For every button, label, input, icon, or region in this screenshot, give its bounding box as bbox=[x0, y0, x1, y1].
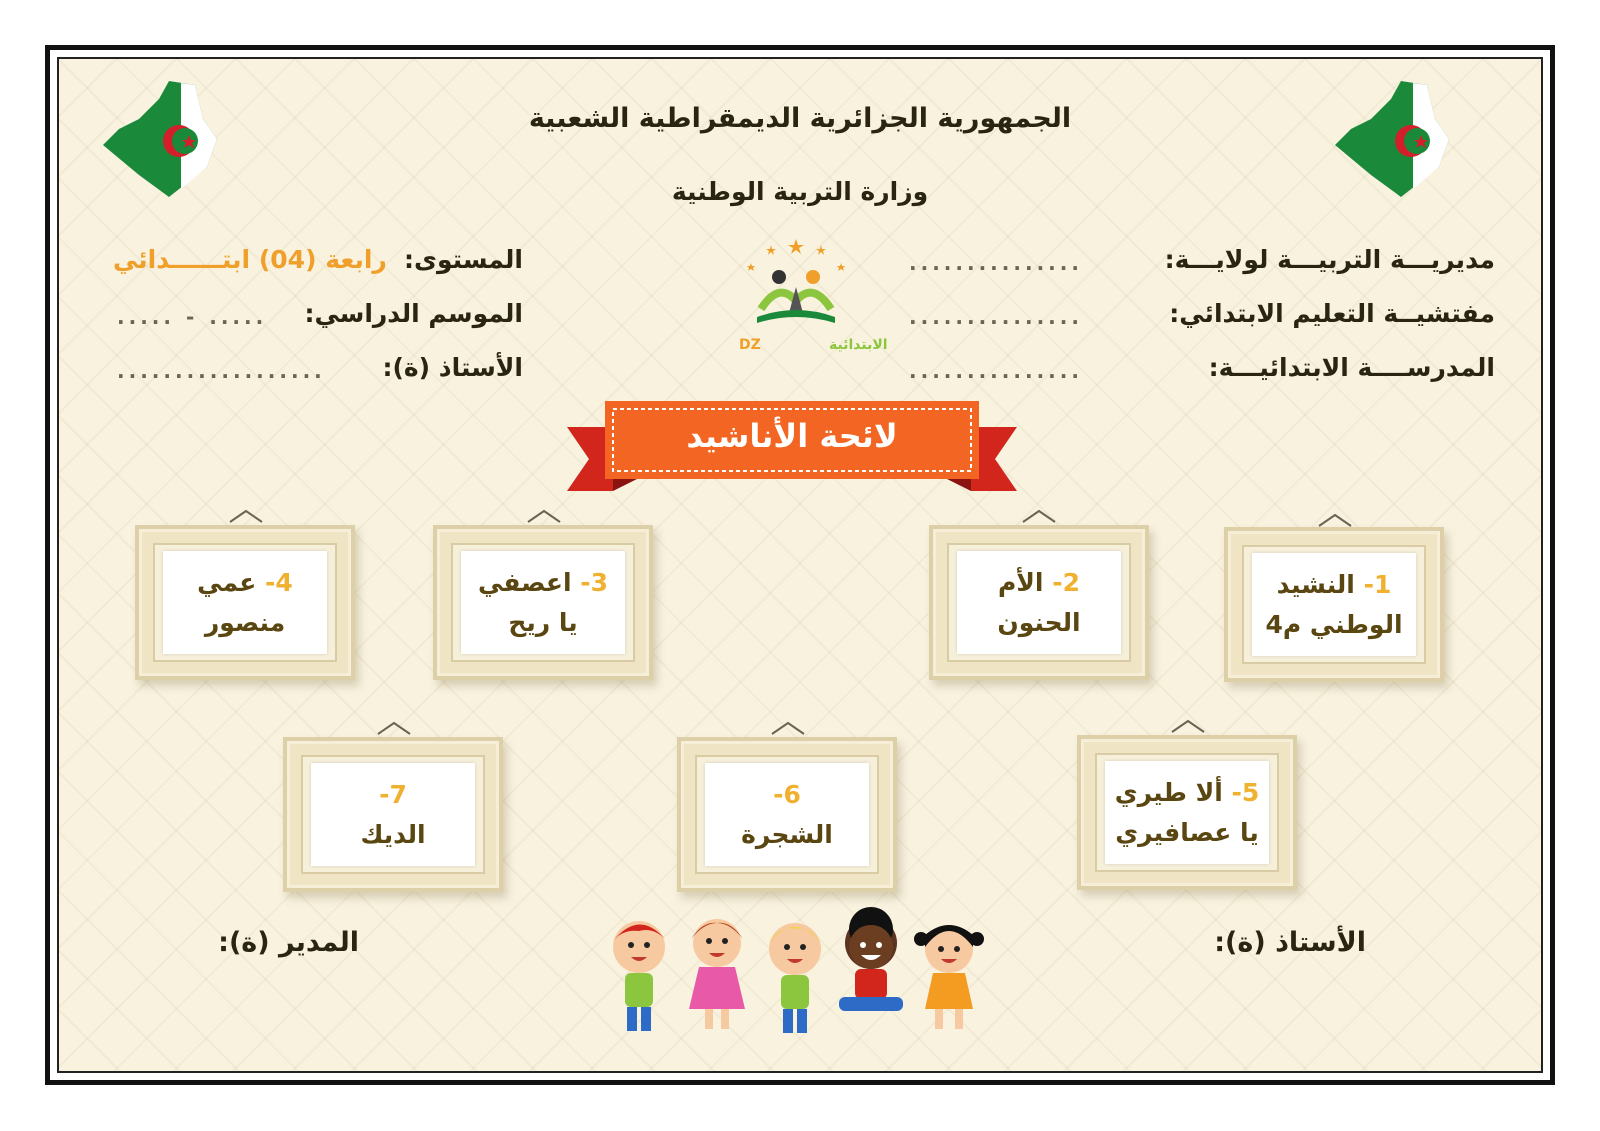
song-title-line2: يا ريح bbox=[508, 607, 578, 637]
teacher-label: الأستاذ (ة): bbox=[382, 353, 523, 382]
song-title-line1: ألا طيري bbox=[1114, 777, 1223, 807]
page-background bbox=[57, 57, 1543, 1073]
children-illustration bbox=[599, 909, 999, 1049]
hanger-icon bbox=[1318, 513, 1352, 527]
hanger-icon bbox=[377, 721, 411, 735]
song-frame-1 bbox=[1224, 527, 1444, 682]
hanger-icon bbox=[771, 721, 805, 735]
song-number: 7- bbox=[379, 779, 407, 809]
song-title-line1: عمي bbox=[197, 567, 257, 597]
song-title-line1: النشيد bbox=[1276, 569, 1355, 599]
teacher-dots: .................. bbox=[117, 359, 326, 383]
inspectorate-dots: ............... bbox=[909, 305, 1083, 329]
republic-title: الجمهورية الجزائرية الديمقراطية الشعبية bbox=[528, 103, 1072, 134]
school-dots: ............... bbox=[909, 359, 1083, 383]
ministry-title: وزارة التربية الوطنية bbox=[671, 177, 929, 206]
child-2 bbox=[689, 919, 745, 1029]
song-frame-3 bbox=[433, 525, 653, 680]
hanger-icon bbox=[1022, 509, 1056, 523]
directorate-label: مديريـــة التربيـــة لولايـــة: bbox=[1164, 245, 1495, 274]
page-title: لائحة الأناشيد bbox=[686, 417, 898, 455]
hanger-icon bbox=[229, 509, 263, 523]
song-frame-6 bbox=[677, 737, 897, 892]
season-value: ..... - ..... bbox=[117, 305, 268, 329]
song-number: 4- bbox=[265, 567, 293, 597]
song-title-line2: الشجرة bbox=[741, 819, 833, 849]
song-number: 2- bbox=[1052, 567, 1081, 597]
song-frame-2 bbox=[929, 525, 1149, 680]
inspectorate-label: مفتشيــة التعليم الابتدائي: bbox=[1169, 299, 1495, 328]
school-label: المدرســــة الابتدائيـــة: bbox=[1208, 353, 1495, 382]
song-number: 3- bbox=[580, 567, 609, 597]
song-number: 6- bbox=[773, 779, 801, 809]
child-1 bbox=[613, 921, 665, 1031]
child-5 bbox=[914, 925, 984, 1029]
hanger-icon bbox=[527, 509, 561, 523]
song-title-line1: اعصفي bbox=[477, 567, 572, 597]
level-label: المستوى: bbox=[404, 245, 523, 274]
song-title-line2: الديك bbox=[360, 819, 426, 849]
song-title-line2: الوطني م4 bbox=[1265, 609, 1403, 639]
logo-text: الابتدائية bbox=[829, 337, 888, 353]
song-frame-4 bbox=[135, 525, 355, 680]
child-4 bbox=[839, 907, 903, 1011]
directorate-dots: ............... bbox=[909, 251, 1083, 275]
song-title-line1: الأم bbox=[997, 567, 1044, 597]
song-title-line2: الحنون bbox=[997, 607, 1081, 637]
song-title-line2: منصور bbox=[204, 607, 286, 637]
school-logo bbox=[731, 237, 888, 357]
footer-director-label: المدير (ة): bbox=[218, 927, 359, 958]
footer-teacher-label: الأستاذ (ة): bbox=[1214, 927, 1366, 958]
song-title-line2: يا عصافيري bbox=[1115, 817, 1259, 847]
song-number: 1- bbox=[1363, 569, 1392, 599]
page-border bbox=[45, 45, 1555, 1085]
level-value: رابعة (04) ابتــــــدائي bbox=[113, 245, 387, 274]
song-number: 5- bbox=[1231, 777, 1260, 807]
hanger-icon bbox=[1171, 719, 1205, 733]
logo-badge: DZ bbox=[739, 337, 761, 353]
child-3 bbox=[769, 923, 821, 1033]
song-frame-5 bbox=[1077, 735, 1297, 890]
season-label: الموسم الدراسي: bbox=[304, 299, 523, 328]
song-frame-7 bbox=[283, 737, 503, 892]
